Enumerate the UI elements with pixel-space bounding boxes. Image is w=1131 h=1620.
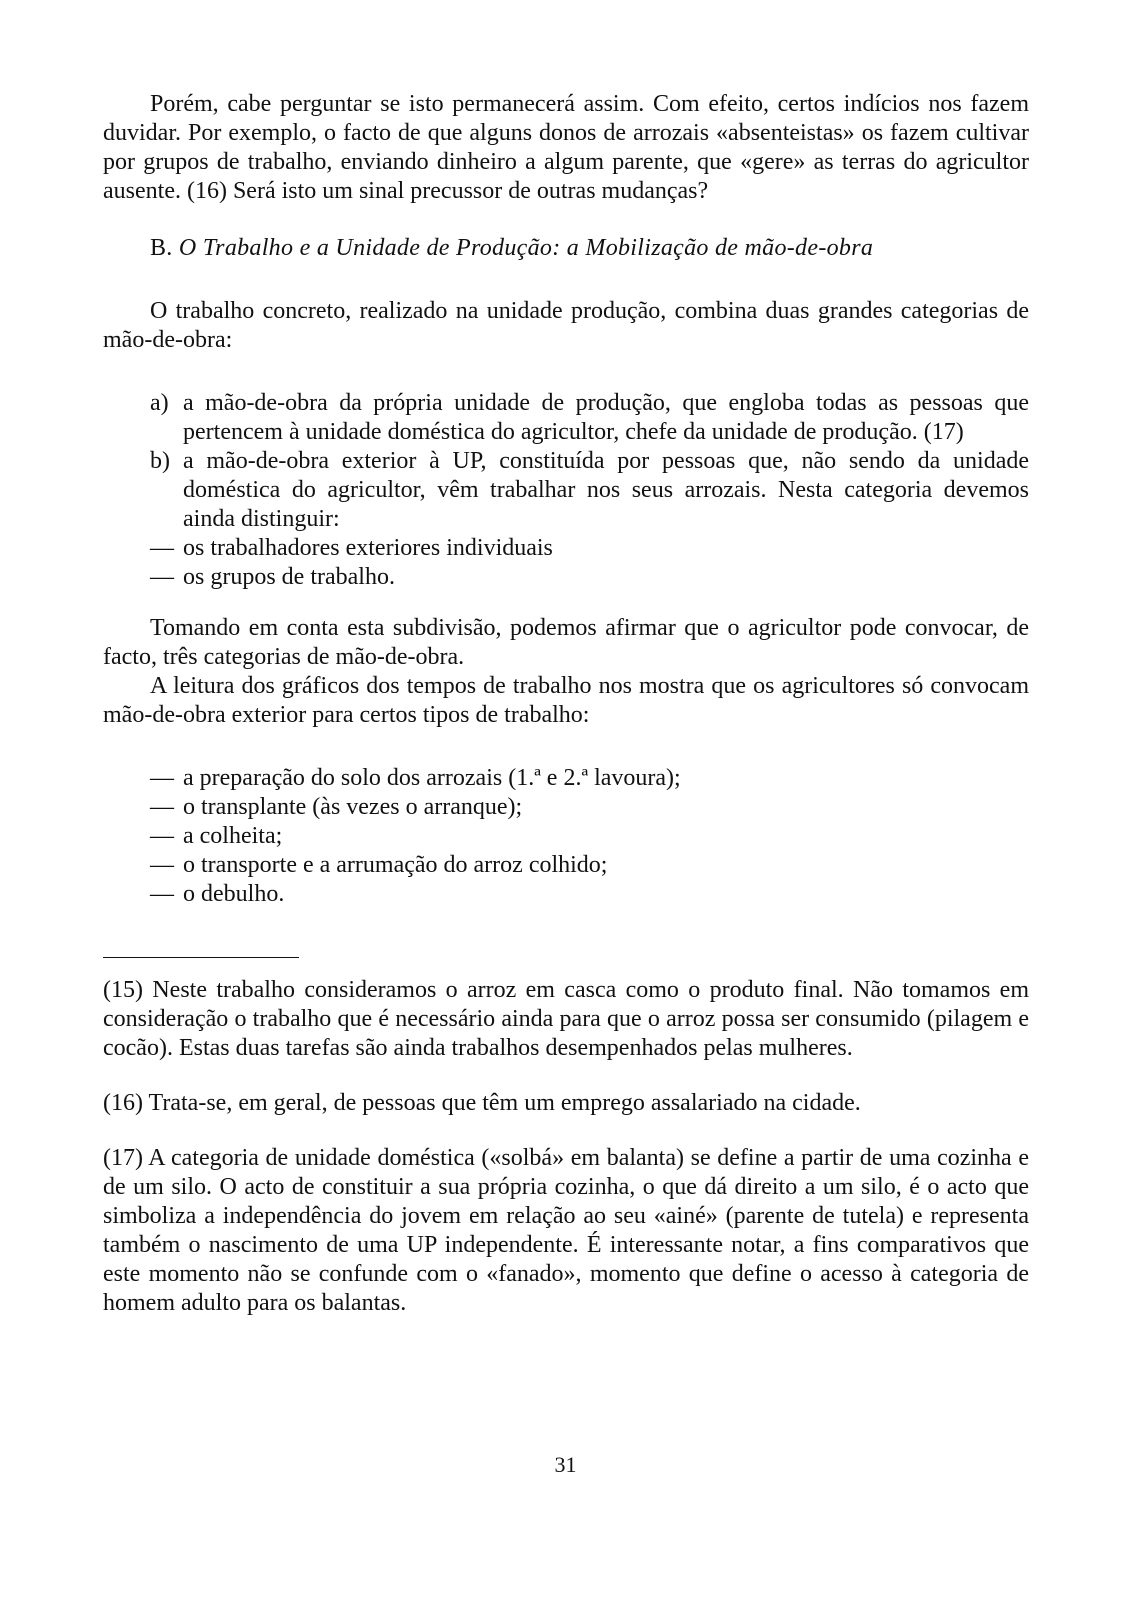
list-item-text: a mão-de-obra da própria unidade de produção, que engloba todas as pessoas que pertencem à unidade doméstica do agricultor, chefe da unidade de produção. (17) bbox=[183, 390, 1029, 445]
section-letter: B. bbox=[150, 235, 173, 261]
dash-mark: — bbox=[150, 823, 174, 849]
dash-mark: — bbox=[150, 881, 174, 907]
dash-item bbox=[150, 793, 1029, 822]
dash-item-text: o debulho. bbox=[183, 881, 285, 907]
document-page bbox=[103, 90, 1029, 1318]
dash-item bbox=[150, 764, 1029, 793]
dash-item-text: a colheita; bbox=[183, 823, 283, 849]
list-item-label: b) bbox=[150, 448, 170, 474]
list-item bbox=[150, 389, 1029, 447]
task-list bbox=[150, 764, 1029, 909]
dash-item-text: o transplante (às vezes o arranque); bbox=[183, 794, 523, 820]
section-heading bbox=[103, 234, 1029, 263]
list-item-label: a) bbox=[150, 390, 169, 416]
dash-item bbox=[150, 822, 1029, 851]
footnote-17: (17) A categoria de unidade doméstica («solbá» em balanta) se define a partir de uma cozinha e de um silo. O acto de constituir a sua própria cozinha, o que dá direito a um silo, é o acto que simboliza a independência do jovem em relação ao seu «ainé» (parente de tutela) e representa também o nascimento de uma UP independente. É interessante notar, a fins comparativos que este momento não se confunde com o «fanado», momento que define o acesso à categoria de homem adulto para os balantas. bbox=[103, 1145, 1029, 1316]
dash-item bbox=[150, 880, 1029, 909]
dash-item bbox=[150, 563, 1029, 592]
footnote-15: (15) Neste trabalho consideramos o arroz em casca como o produto final. Não tomamos em consideração o trabalho que é necessário ainda para que o arroz possa ser consumido (pilagem e cocão). Estas duas tarefas são ainda trabalhos desempenhados pelas mulheres. bbox=[103, 977, 1029, 1061]
dash-mark: — bbox=[150, 535, 174, 561]
dash-mark: — bbox=[150, 765, 174, 791]
list-item-text: a mão-de-obra exterior à UP, constituída por pessoas que, não sendo da unidade doméstica do agricultor, vêm trabalhar nos seus arrozais. Nesta categoria devemos ainda distinguir: bbox=[183, 448, 1029, 532]
footnote-16: (16) Trata-se, em geral, de pessoas que têm um emprego assalariado na cidade. bbox=[103, 1090, 861, 1116]
list-item bbox=[150, 447, 1029, 534]
paragraph-intro: Porém, cabe perguntar se isto permanecerá assim. Com efeito, certos indícios nos fazem duvidar. Por exemplo, o facto de que alguns donos de arrozais «absenteistas» os fazem cultivar por grupos de trabalho, enviando dinheiro a algum parente, que «gere» as terras do agricultor ausente. (16) Será isto um sinal precussor de outras mudanças? bbox=[103, 91, 1029, 204]
page-number: 31 bbox=[554, 1452, 577, 1477]
dash-item bbox=[150, 534, 1029, 563]
dash-item-text: a preparação do solo dos arrozais (1.ª e 2.ª lavoura); bbox=[183, 765, 681, 791]
dash-item bbox=[150, 851, 1029, 880]
dash-item-text: os trabalhadores exteriores individuais bbox=[183, 535, 553, 561]
dash-mark: — bbox=[150, 852, 174, 878]
paragraph-subdivision: Tomando em conta esta subdivisão, podemos afirmar que o agricultor pode convocar, de facto, três categorias de mão-de-obra. bbox=[103, 615, 1029, 670]
dash-item-text: o transporte e a arrumação do arroz colhido; bbox=[183, 852, 608, 878]
category-list bbox=[150, 389, 1029, 592]
paragraph-categories: O trabalho concreto, realizado na unidade produção, combina duas grandes categorias de mão-de-obra: bbox=[103, 298, 1029, 353]
dash-item-text: os grupos de trabalho. bbox=[183, 564, 395, 590]
dash-mark: — bbox=[150, 794, 174, 820]
footnote-divider bbox=[103, 957, 299, 958]
paragraph-reading: A leitura dos gráficos dos tempos de trabalho nos mostra que os agricultores só convocam mão-de-obra exterior para certos tipos de trabalho: bbox=[103, 673, 1029, 728]
section-title: O Trabalho e a Unidade de Produção: a Mobilização de mão-de-obra bbox=[178, 235, 874, 261]
dash-mark: — bbox=[150, 564, 174, 590]
